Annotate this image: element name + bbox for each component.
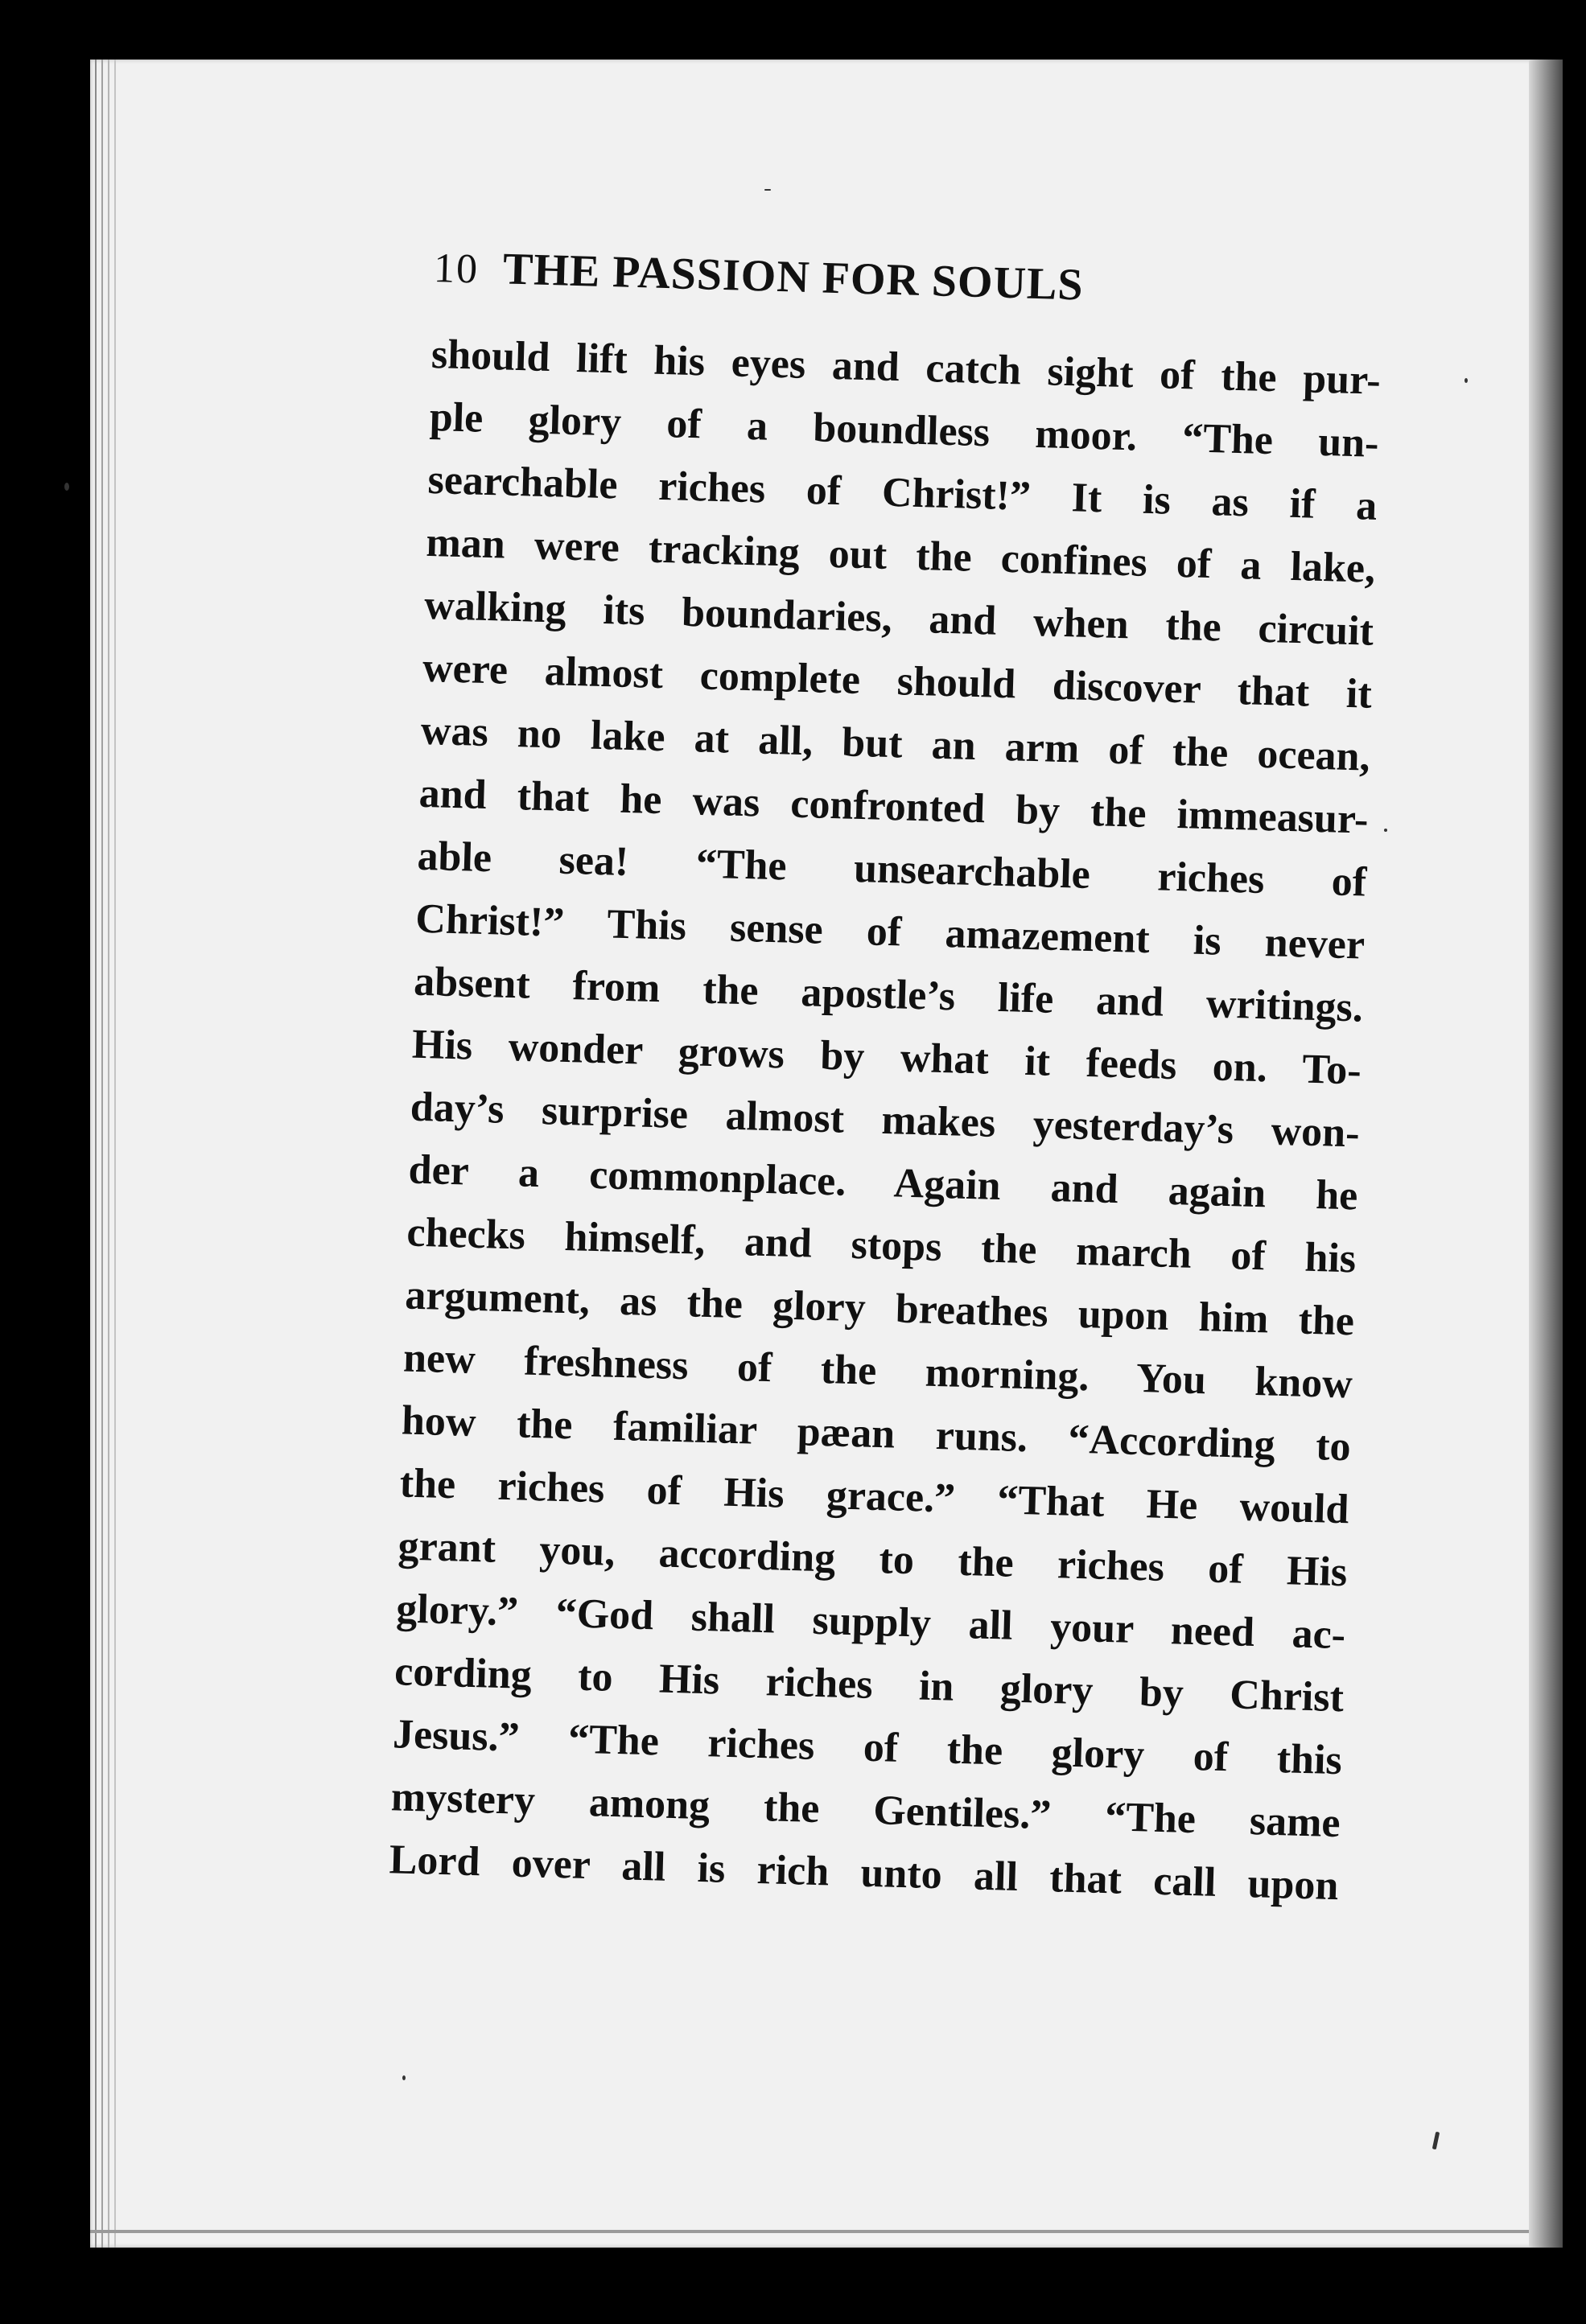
page-right-shadow [1529, 60, 1563, 2248]
page-edge-line [101, 60, 103, 2248]
text-line: searchable riches of Christ!” It is as if a [426, 456, 1378, 529]
page-edge-line [108, 60, 109, 2248]
text-line: man were tracking out the confines of a lake, [425, 519, 1376, 592]
text-line: His wonder grows by what it feeds on. To- [411, 1021, 1362, 1094]
page-bottom-edge [90, 2230, 1563, 2233]
text-line: day’s surprise almost makes yesterday’s won- [410, 1084, 1361, 1157]
text-line: able sea! “The unsearchable riches of [416, 833, 1367, 906]
text-line: new freshness of the morning. You know [402, 1335, 1353, 1408]
text-line: Christ!” This sense of amazement is never [414, 895, 1366, 969]
text-line: walking its boundaries, and when the circuit [423, 582, 1374, 655]
text-line: should lift his eyes and catch sight of the pur- [430, 331, 1382, 404]
page-edge-line [114, 60, 116, 2248]
text-line: the riches of His grace.” “That He would [399, 1460, 1350, 1533]
text-line: Lord over all is rich unto all that call upon [389, 1837, 1340, 1910]
text-line: absent from the apostle’s life and writings. [413, 958, 1364, 1031]
text-line: ple glory of a boundless moor. “The un- [429, 393, 1380, 467]
text-line: were almost complete should discover that it [422, 644, 1373, 718]
text-line: der a commonplace. Again and again he [407, 1146, 1359, 1220]
text-line: and that he was confronted by the immeasur- [418, 770, 1370, 843]
text-line: cording to His riches in glory by Christ [393, 1648, 1345, 1721]
text-line: argument, as the glory breathes upon him the [404, 1272, 1355, 1345]
text-line: mystery among the Gentiles.” “The same [390, 1774, 1341, 1847]
text-line: glory.” “God shall supply all your need ac- [395, 1586, 1346, 1659]
page-edge-line [95, 60, 97, 2248]
text-line: Jesus.” “The riches of the glory of this [392, 1711, 1343, 1784]
running-title: THE PASSION FOR SOULS [502, 244, 1085, 311]
text-line: checks himself, and stops the march of his [406, 1209, 1357, 1282]
text-line: how the familiar pæan runs. “According to [401, 1397, 1352, 1470]
page-content [389, 241, 1384, 1918]
body-text [389, 323, 1382, 1918]
text-line: grant you, according to the riches of His [397, 1523, 1349, 1596]
text-line: was no lake at all, but an arm of the ocean, [420, 707, 1371, 780]
page-number: 10 [433, 245, 480, 293]
